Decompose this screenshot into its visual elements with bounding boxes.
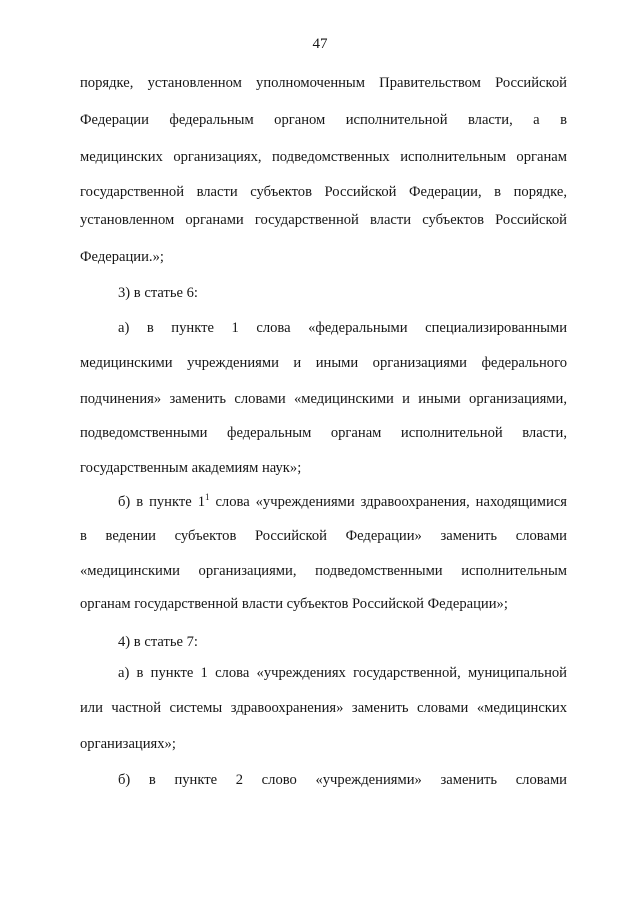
text-line: медицинскими учреждениями и иными организациями федерального [80, 355, 567, 371]
text-line: организациях»; [80, 736, 176, 752]
text-line: в ведении субъектов Российской Федерации» заменить словами [80, 528, 567, 544]
text-line: порядке, установленном уполномоченным Правительством Российской [80, 75, 567, 91]
text-line: «медицинскими организациями, подведомственными исполнительным [80, 563, 567, 579]
text-line: государственным академиям наук»; [80, 460, 302, 476]
text-line: а) в пункте 1 слова «федеральными специализированными [118, 320, 567, 336]
text-line: б) в пункте 2 слово «учреждениями» заменить словами [118, 772, 567, 788]
text-line: органам государственной власти субъектов Российской Федерации»; [80, 596, 508, 612]
list-item-heading: 4) в статье 7: [118, 634, 198, 650]
superscript: 1 [205, 492, 210, 502]
list-item-heading: 3) в статье 6: [118, 285, 198, 301]
text-line: Федерации федеральным органом исполнительной власти, а в [80, 112, 567, 128]
text-line: Федерации.»; [80, 249, 164, 265]
text-line: государственной власти субъектов Российской Федерации, в порядке, [80, 184, 567, 200]
text-segment: б) в пункте 1 [118, 494, 205, 510]
text-line: установленном органами государственной власти субъектов Российской [80, 212, 567, 228]
text-line: подчинения» заменить словами «медицинскими и иными организациями, [80, 391, 567, 407]
page-number: 47 [312, 36, 328, 52]
text-line: подведомственными федеральным органам исполнительной власти, [80, 425, 567, 441]
text-line: а) в пункте 1 слова «учреждениях государственной, муниципальной [118, 665, 567, 681]
text-line-with-superscript [118, 492, 567, 512]
text-segment: слова «учреждениями здравоохранения, находящимися [209, 494, 567, 510]
text-line: медицинских организациях, подведомственных исполнительным органам [80, 149, 567, 165]
text-line: или частной системы здравоохранения» заменить словами «медицинских [80, 700, 567, 716]
